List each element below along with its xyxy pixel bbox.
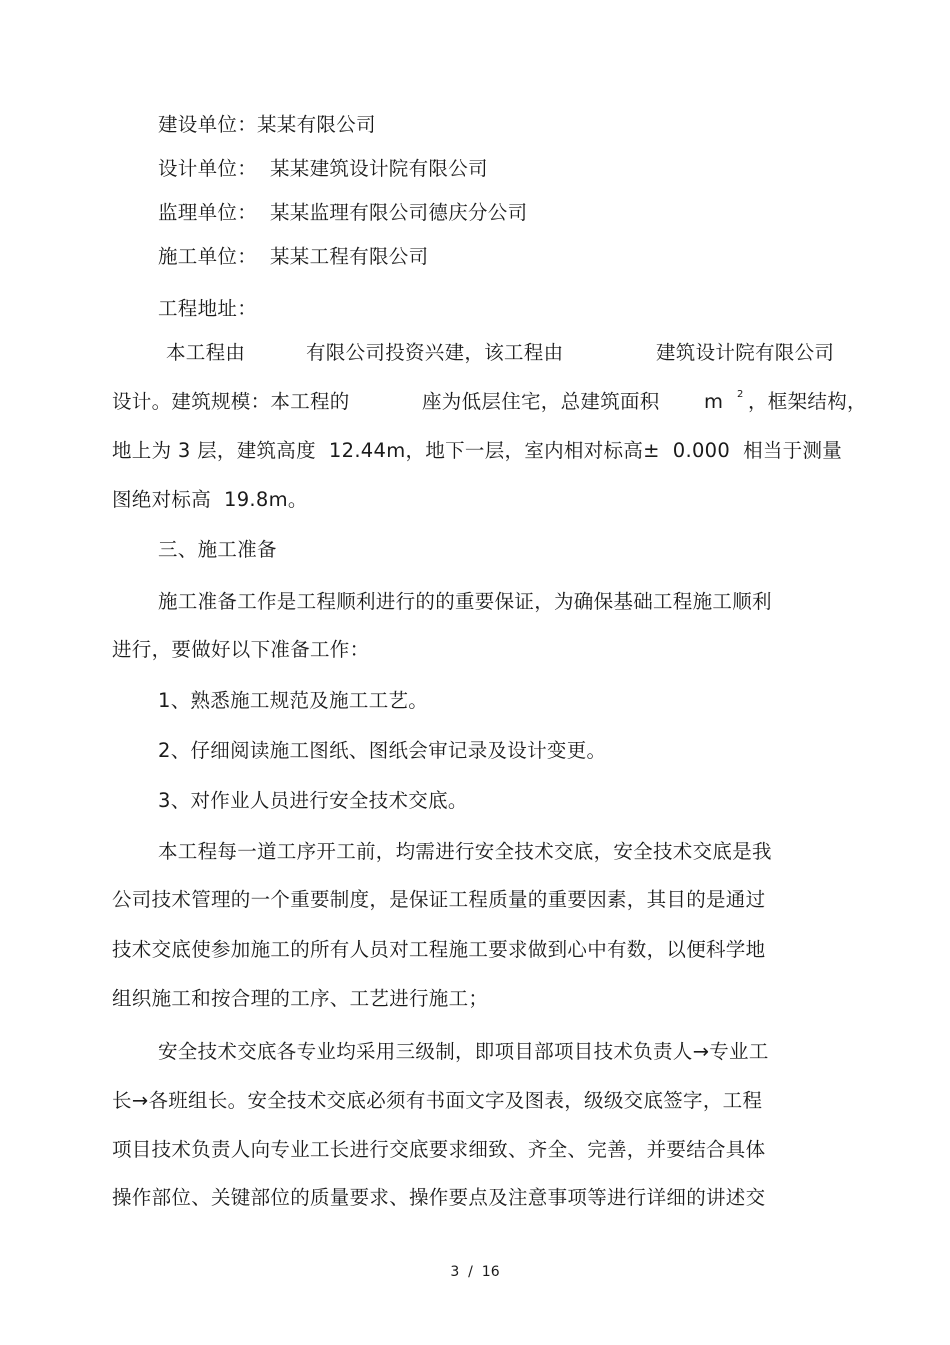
paragraph1-line: 本工程每一道工序开工前，均需进行安全技术交底，安全技术交底是我 bbox=[158, 840, 772, 863]
section-heading: 三、施工准备 bbox=[158, 538, 277, 561]
paragraph1-line: 技术交底使参加施工的所有人员对工程施工要求做到心中有数，以便科学地 bbox=[112, 938, 766, 961]
address-label: 工程地址： bbox=[158, 297, 258, 320]
list-item: 1、熟悉施工规范及施工工艺。 bbox=[158, 689, 429, 712]
paragraph2-line: 项目技术负责人向专业工长进行交底要求细致、齐全、完善，并要结合具体 bbox=[112, 1138, 766, 1161]
paragraph2-line: 长→各班组长。安全技术交底必须有书面文字及图表，级级交底签字，工程 bbox=[112, 1089, 763, 1112]
contractor-line: 施工单位： 某某工程有限公司 bbox=[158, 245, 429, 268]
paragraph1-line: 组织施工和按合理的工序、工艺进行施工； bbox=[112, 987, 489, 1010]
overview-line4: 图绝对标高 19.8m。 bbox=[112, 488, 308, 511]
intro-line1: 施工准备工作是工程顺利进行的的重要保证，为确保基础工程施工顺利 bbox=[158, 590, 772, 613]
page-number: 3 / 16 bbox=[450, 1264, 500, 1280]
paragraph2-line: 操作部位、关键部位的质量要求、操作要点及注意事项等进行详细的讲述交 bbox=[112, 1186, 766, 1209]
paragraph1-line: 公司技术管理的一个重要制度，是保证工程质量的重要因素，其目的是通过 bbox=[112, 888, 766, 911]
area-unit: m bbox=[704, 390, 724, 413]
overview-line2-part-c: ，框架结构， bbox=[748, 390, 867, 413]
list-item: 2、仔细阅读施工图纸、图纸会审记录及设计变更。 bbox=[158, 739, 607, 762]
overview-line1-part-c: 建筑设计院有限公司 bbox=[656, 341, 835, 364]
design-unit-line: 设计单位： 某某建筑设计院有限公司 bbox=[158, 157, 488, 180]
supervision-unit-line: 监理单位： 某某监理有限公司德庆分公司 bbox=[158, 201, 528, 224]
overview-line2-part-b: 座为低层住宅，总建筑面积 bbox=[422, 390, 660, 413]
paragraph2-line: 安全技术交底各专业均采用三级制，即项目部项目技术负责人→专业工 bbox=[158, 1040, 769, 1063]
overview-line3: 地上为 3 层，建筑高度 12.44m，地下一层，室内相对标高± 0.000 相当于测量 bbox=[112, 439, 843, 462]
list-item: 3、对作业人员进行安全技术交底。 bbox=[158, 789, 468, 812]
overview-line1-part-b: 有限公司投资兴建，该工程由 bbox=[306, 341, 564, 364]
overview-line2-part-a: 设计。建筑规模：本工程的 bbox=[112, 390, 350, 413]
area-unit-superscript: 2 bbox=[737, 389, 744, 400]
construction-unit-line: 建设单位：某某有限公司 bbox=[158, 113, 376, 136]
intro-line2: 进行，要做好以下准备工作： bbox=[112, 638, 370, 661]
overview-line1-part-a: 本工程由 bbox=[166, 341, 246, 364]
